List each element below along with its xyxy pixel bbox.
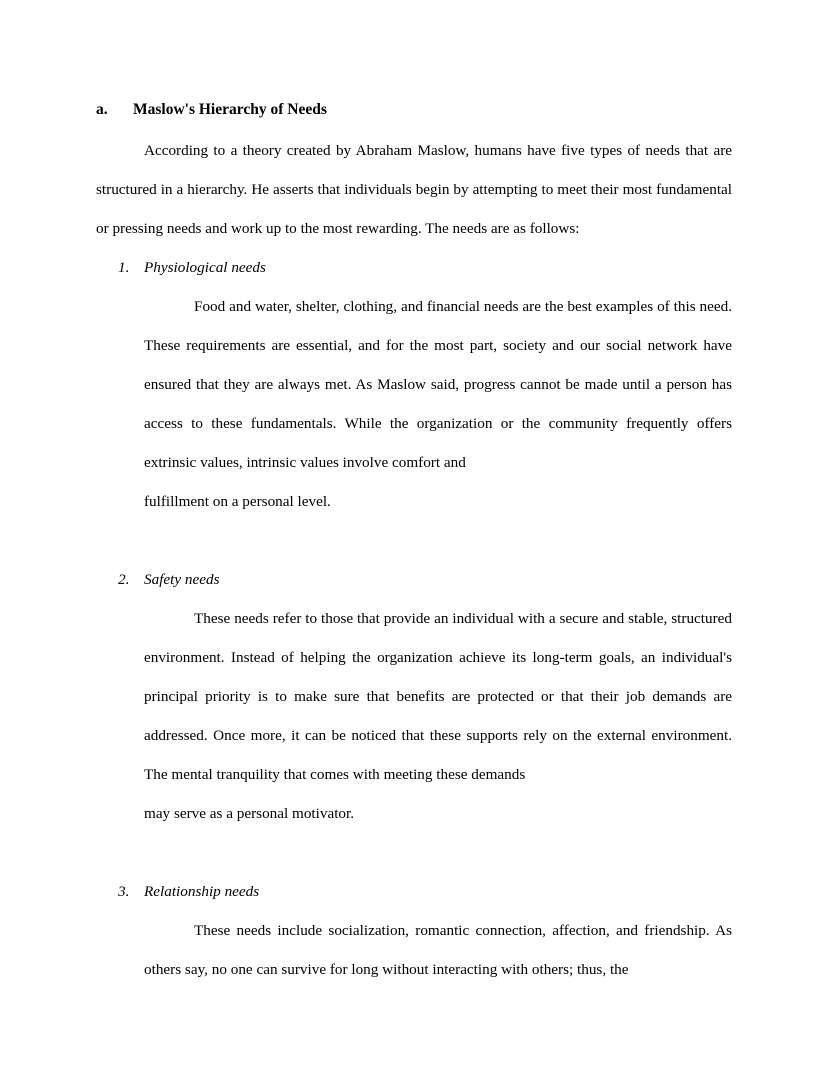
document-content <box>96 100 732 989</box>
need-paragraph-2-tail: may serve as a personal motivator. <box>144 805 355 822</box>
need-label-2: Safety needs <box>144 571 220 588</box>
need-body-3 <box>144 911 732 989</box>
need-number-2: 2. <box>118 571 130 588</box>
need-paragraph-1: Food and water, shelter, clothing, and financial needs are the best examples of this need. These requirements are essential, and for the most part, society and our social network have ensured that they are always met. As Maslow said, progress cannot be made until a person has access to these fundamentals. While the organization or the community frequently offers extrinsic values, intrinsic values involve comfort and <box>144 298 732 471</box>
need-title-3 <box>96 872 732 911</box>
need-paragraph-3: These needs include socialization, romantic connection, affection, and friendship. As others say, no one can survive for long without interacting with others; thus, the <box>144 922 732 978</box>
need-body-1 <box>144 287 732 521</box>
need-item-1 <box>96 248 732 521</box>
need-number-1: 1. <box>118 259 130 276</box>
intro-paragraph: According to a theory created by Abraham Maslow, humans have five types of needs that are structured in a hierarchy. He asserts that individuals begin by attempting to meet their most fundamental or pressing needs and work up to the most rewarding. The needs are as follows: <box>96 142 732 237</box>
need-paragraph-2: These needs refer to those that provide an individual with a secure and stable, structured environment. Instead of helping the organization achieve its long-term goals, an individual's principal priority is to make sure that benefits are protected or that their job demands are addressed. Once more, it can be noticed that these supports rely on the external environment. The mental tranquility that comes with meeting these demands <box>144 610 732 783</box>
section-heading-title: Maslow's Hierarchy of Needs <box>133 101 327 118</box>
need-body-2 <box>144 599 732 833</box>
need-title-2 <box>96 560 732 599</box>
section-heading <box>96 100 732 119</box>
need-paragraph-1-tail: fulfillment on a personal level. <box>144 493 331 510</box>
need-label-3: Relationship needs <box>144 883 260 900</box>
need-item-2 <box>96 560 732 833</box>
section-heading-marker: a. <box>96 101 108 118</box>
need-item-3 <box>96 872 732 989</box>
need-label-1: Physiological needs <box>144 259 266 276</box>
need-number-3: 3. <box>118 883 130 900</box>
need-title-1 <box>96 248 732 287</box>
